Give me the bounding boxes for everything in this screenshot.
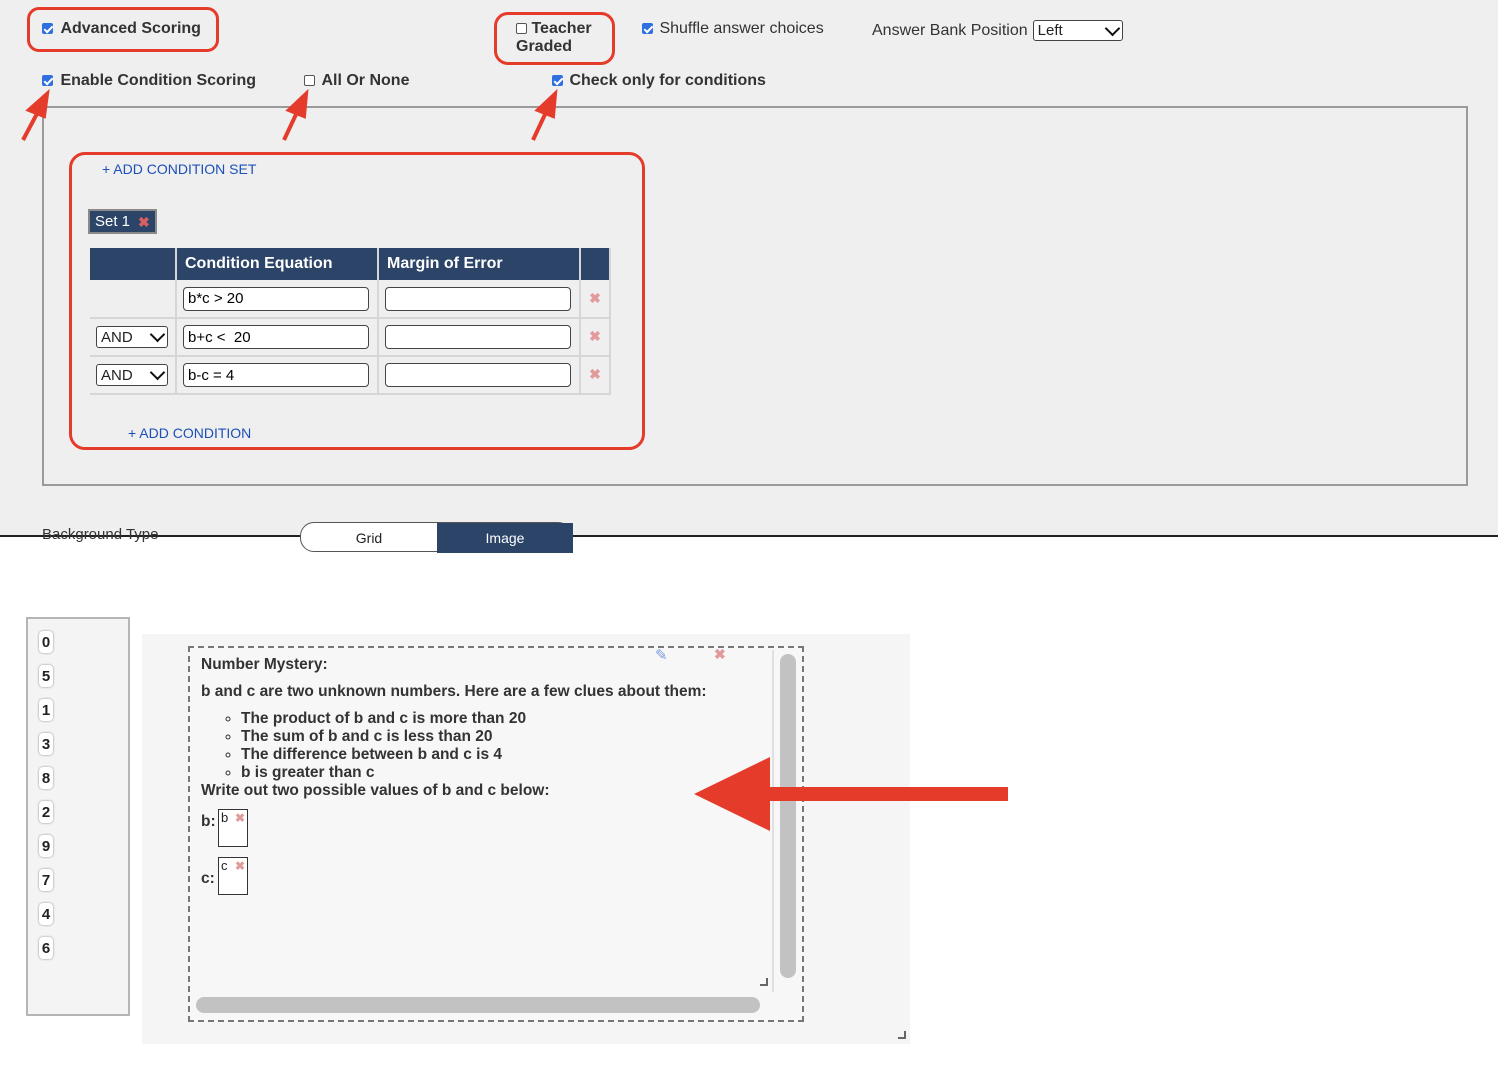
blank-b-value: b — [221, 810, 229, 825]
answer-chip[interactable]: 7 — [39, 869, 53, 891]
remove-answer-icon[interactable]: ✖ — [235, 811, 246, 825]
all-or-none-label: All Or None — [321, 72, 410, 89]
answer-blank-c[interactable] — [218, 857, 248, 895]
resize-handle-icon[interactable] — [898, 1031, 906, 1039]
clue-list — [201, 710, 761, 782]
answer-bank-position-select[interactable] — [1033, 20, 1123, 41]
teacher-graded-label-2: Graded — [516, 38, 573, 55]
answer-chip[interactable]: 2 — [39, 801, 53, 823]
shuffle-label: Shuffle answer choices — [659, 20, 824, 37]
shuffle-option[interactable] — [642, 20, 824, 38]
enable-condition-scoring-label: Enable Condition Scoring — [60, 72, 257, 89]
delete-row-icon[interactable]: ✖ — [589, 328, 601, 344]
set-tab-label: Set 1 — [95, 213, 131, 230]
question-content — [201, 656, 761, 800]
background-type-grid[interactable]: Grid — [355, 530, 383, 546]
question-intro: b and c are two unknown numbers. Here are a few clues about them: — [201, 683, 707, 700]
arrow-head-icon — [289, 94, 306, 116]
shuffle-checkbox[interactable] — [642, 23, 653, 34]
close-icon[interactable]: ✖ — [138, 213, 150, 230]
list-item: ◦ The sum of b and c is less than 20 — [241, 728, 761, 746]
answer-bank-position — [872, 20, 1123, 41]
list-item: ◦ b is greater than c — [241, 764, 761, 782]
blank-b-label: b: — [201, 813, 216, 830]
column-header-margin: Margin of Error — [378, 248, 580, 280]
list-item: ◦ The product of b and c is more than 20 — [241, 710, 761, 728]
arrow-icon — [766, 787, 1008, 801]
question-title: Number Mystery: — [201, 656, 328, 673]
background-type-toggle[interactable] — [300, 522, 572, 552]
answer-chip[interactable]: 4 — [39, 903, 53, 925]
annotation-arrows — [0, 0, 620, 150]
answer-chip[interactable]: 6 — [39, 937, 53, 959]
arrow-head-icon — [538, 94, 555, 116]
add-condition-link[interactable]: + ADD CONDITION — [128, 425, 252, 441]
answer-chip[interactable]: 9 — [39, 835, 53, 857]
delete-box-icon[interactable]: ✖ — [714, 646, 726, 662]
delete-row-icon[interactable]: ✖ — [589, 289, 601, 306]
background-type-label: Background Type — [42, 526, 159, 543]
answer-chip[interactable]: 8 — [39, 767, 53, 789]
answer-chip[interactable]: 3 — [39, 733, 53, 755]
pencil-icon[interactable]: ✎ — [655, 647, 668, 664]
resize-handle-icon[interactable] — [760, 978, 768, 986]
operator-value: AND — [101, 366, 133, 384]
check-only-conditions-label: Check only for conditions — [569, 72, 766, 89]
answer-blank-b[interactable] — [218, 809, 248, 847]
arrow-head-icon — [694, 757, 770, 831]
arrow-head-icon — [29, 94, 47, 116]
blank-c-label: c: — [201, 870, 215, 887]
teacher-graded-label-1: Teacher — [531, 20, 592, 37]
answer-chip[interactable]: 0 — [39, 631, 53, 653]
remove-answer-icon[interactable]: ✖ — [235, 859, 246, 873]
answer-bank — [26, 617, 130, 1016]
question-prompt: Write out two possible values of b and c below: — [201, 782, 550, 799]
add-condition-set-link[interactable]: + ADD CONDITION SET — [102, 161, 257, 177]
horizontal-scrollbar[interactable] — [196, 997, 760, 1013]
blank-c-value: c — [221, 858, 228, 873]
advanced-scoring-label: Advanced Scoring — [60, 20, 201, 37]
delete-row-icon[interactable]: ✖ — [589, 366, 601, 382]
annotation-arrow-large — [690, 755, 1010, 835]
answer-bank-position-label: Answer Bank Position — [872, 21, 1028, 39]
answer-bank-position-value: Left — [1037, 22, 1063, 39]
answer-chip[interactable]: 5 — [39, 665, 53, 687]
background-type-image[interactable]: Image — [437, 523, 573, 553]
chevron-down-icon — [1106, 25, 1118, 37]
operator-value: AND — [101, 328, 133, 346]
annotation-highlight-condition-set — [69, 152, 645, 450]
answer-chip[interactable]: 1 — [39, 699, 53, 721]
column-header-equation: Condition Equation — [176, 248, 378, 280]
list-item: ◦ The difference between b and c is 4 — [241, 746, 761, 764]
